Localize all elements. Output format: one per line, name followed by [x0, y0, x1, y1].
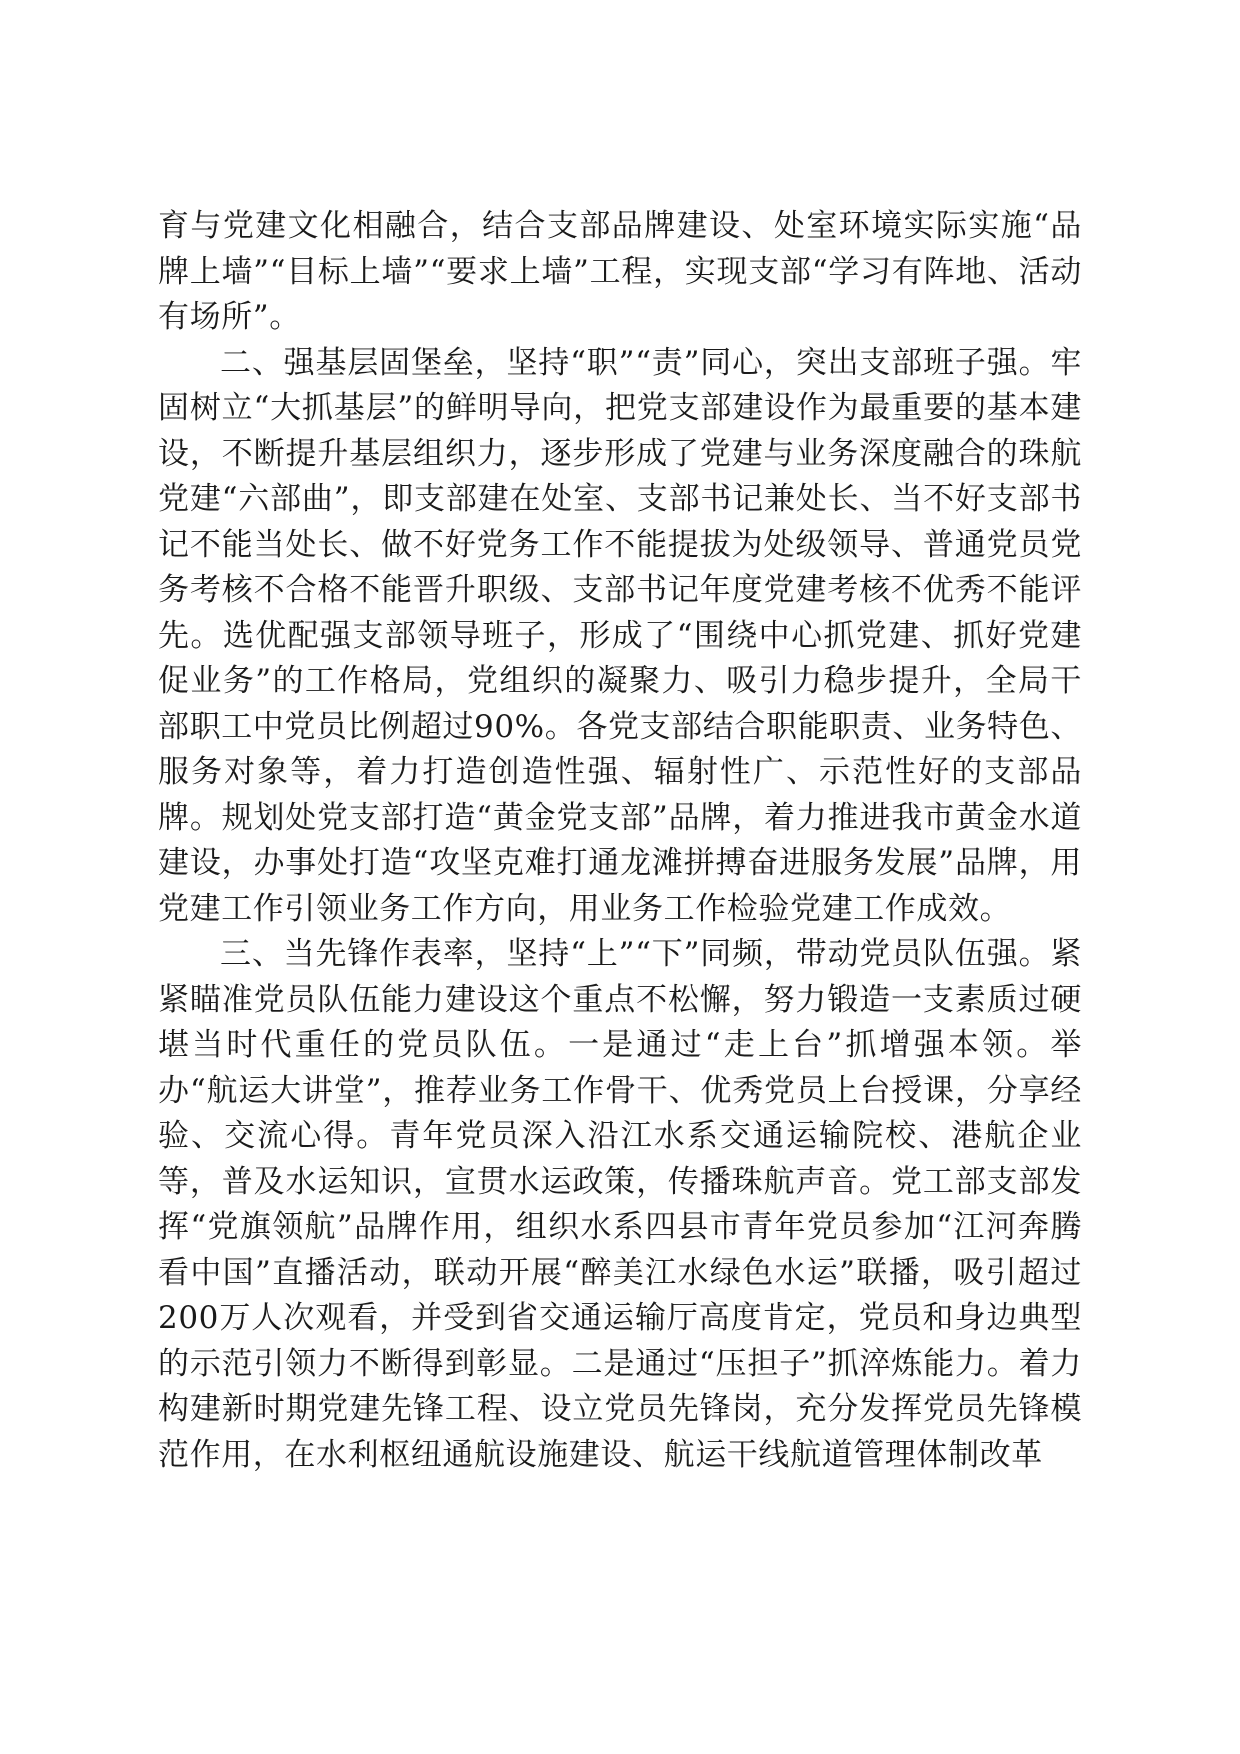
- paragraph-section-three: 三、当先锋作表率，坚持“上”“下”同频，带动党员队伍强。紧紧瞄准党员队伍能力建设这个重点不松懈，努力锻造一支素质过硬堪当时代重任的党员队伍。一是通过“走上台”抓增强本领。举办“航运大讲堂”，推荐业务工作骨干、优秀党员上台授课，分享经验、交流心得。青年党员深入沿江水系交通运输院校、港航企业等，普及水运知识，宣贯水运政策，传播珠航声音。党工部支部发挥“党旗领航”品牌作用，组织水系四县市青年党员参加“江河奔腾看中国”直播活动，联动开展“醉美江水绿色水运”联播，吸引超过200万人次观看，并受到省交通运输厅高度肯定，党员和身边典型的示范引领力不断得到彰显。二是通过“压担子”抓淬炼能力。着力构建新时期党建先锋工程、设立党员先锋岗，充分发挥党员先锋模范作用，在水利枢纽通航设施建设、航运干线航道管理体制改革: [158, 936, 1082, 1473]
- paragraph-section-two: 二、强基层固堡垒，坚持“职”“责”同心，突出支部班子强。牢固树立“大抓基层”的鲜明导向，把党支部建设作为最重要的基本建设，不断提升基层组织力，逐步形成了党建与业务深度融合的珠航党建“六部曲”，即支部建在处室、支部书记兼处长、当不好支部书记不能当处长、做不好党务工作不能提拔为处级领导、普通党员党务考核不合格不能晋升职级、支部书记年度党建考核不优秀不能评先。选优配强支部领导班子，形成了“围绕中心抓党建、抓好党建促业务”的工作格局，党组织的凝聚力、吸引力稳步提升，全局干部职工中党员比例超过90%。各党支部结合职能职责、业务特色、服务对象等，着力打造创造性强、辐射性广、示范性好的支部品牌。规划处党支部打造“黄金党支部”品牌，着力推进我市黄金水道建设，办事处打造“攻坚克难打通龙滩拼搏奋进服务发展”品牌，用党建工作引领业务工作方向，用业务工作检验党建工作成效。: [158, 344, 1082, 927]
- body-text: [158, 204, 1082, 1478]
- paragraph-continuation: 育与党建文化相融合，结合支部品牌建设、处室环境实际实施“品牌上墙”“目标上墙”“要求上墙”工程，实现支部“学习有阵地、活动有场所”。: [158, 208, 1082, 335]
